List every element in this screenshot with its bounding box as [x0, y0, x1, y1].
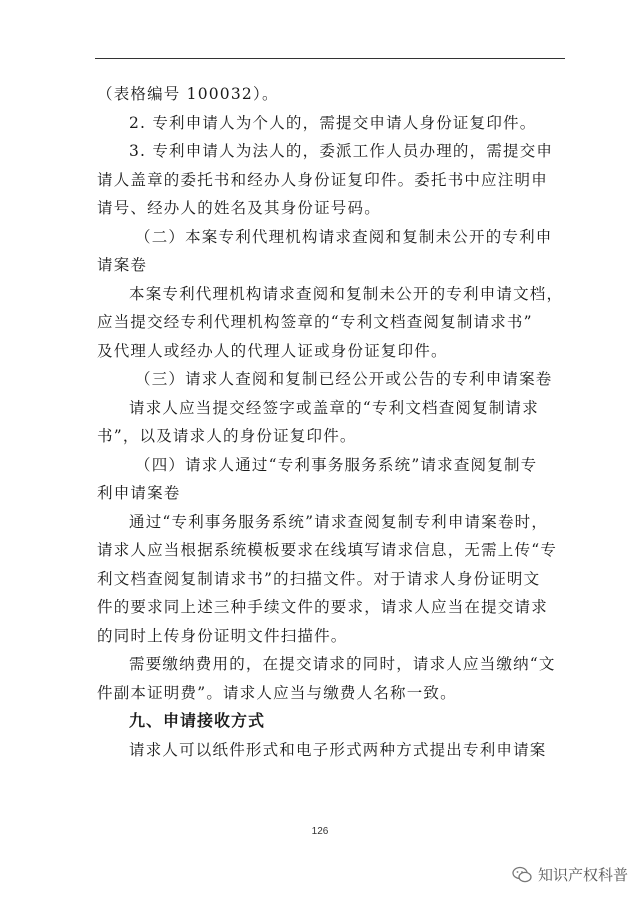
watermark	[512, 864, 628, 885]
header-rule	[95, 58, 565, 59]
watermark-text: 知识产权科普	[537, 866, 628, 884]
text-line: 及代理人或经办人的代理人证或身份证复印件。	[97, 341, 448, 360]
text-line: 应当提交经专利代理机构签章的“专利文档查阅复制请求书”	[97, 313, 533, 331]
text-line: 请求人应当提交经签字或盖章的“专利文档查阅复制请求	[129, 398, 539, 417]
text-line: 请求人可以纸件形式和电子形式两种方式提出专利申请案	[129, 740, 547, 759]
text-line: 请人盖章的委托书和经办人身份证复印件。委托书中应注明申	[97, 170, 548, 189]
text-line: 件的要求同上述三种手续文件的要求，请求人应当在提交请求	[97, 598, 548, 616]
text-line: 需要缴纳费用的，在提交请求的同时，请求人应当缴纳“文	[129, 655, 556, 673]
text-line: 2. 专利申请人为个人的，需提交申请人身份证复印件。	[129, 113, 537, 132]
subsection-heading: （四）请求人通过“专利事务服务系统”请求查阅复制专	[135, 455, 538, 474]
text-line: 请案卷	[97, 256, 148, 274]
text-line: 件副本证明费”。请求人应当与缴费人名称一致。	[97, 683, 457, 702]
text-line: 请号、经办人的姓名及其身份证号码。	[97, 199, 381, 217]
text-line: 本案专利代理机构请求查阅和复制未公开的专利申请文档，	[129, 284, 564, 303]
subsection-heading: （三）请求人查阅和复制已经公开或公告的专利申请案卷	[135, 370, 553, 388]
text-line: 请求人应当根据系统模板要求在线填写请求信息，无需上传“专	[97, 541, 558, 559]
section-heading: 九、申请接收方式	[129, 711, 266, 730]
page-number: 126	[311, 826, 329, 837]
text-line: 的同时上传身份证明文件扫描件。	[97, 626, 348, 645]
text-line: 书”，以及请求人的身份证复印件。	[97, 427, 357, 445]
document-body	[97, 80, 567, 764]
text-line: 通过“专利事务服务系统”请求查阅复制专利申请案卷时，	[129, 512, 549, 531]
wechat-icon	[512, 866, 532, 884]
subsection-heading: （二）本案专利代理机构请求查阅和复制未公开的专利申	[135, 227, 553, 246]
text-line: 3. 专利申请人为法人的，委派工作人员办理的，需提交申	[129, 142, 554, 160]
text-line: 利申请案卷	[97, 484, 181, 502]
text-line: （表格编号 100032）。	[97, 85, 279, 103]
text-line: 利文档查阅复制请求书”的扫描文件。对于请求人身份证明文	[97, 569, 541, 588]
